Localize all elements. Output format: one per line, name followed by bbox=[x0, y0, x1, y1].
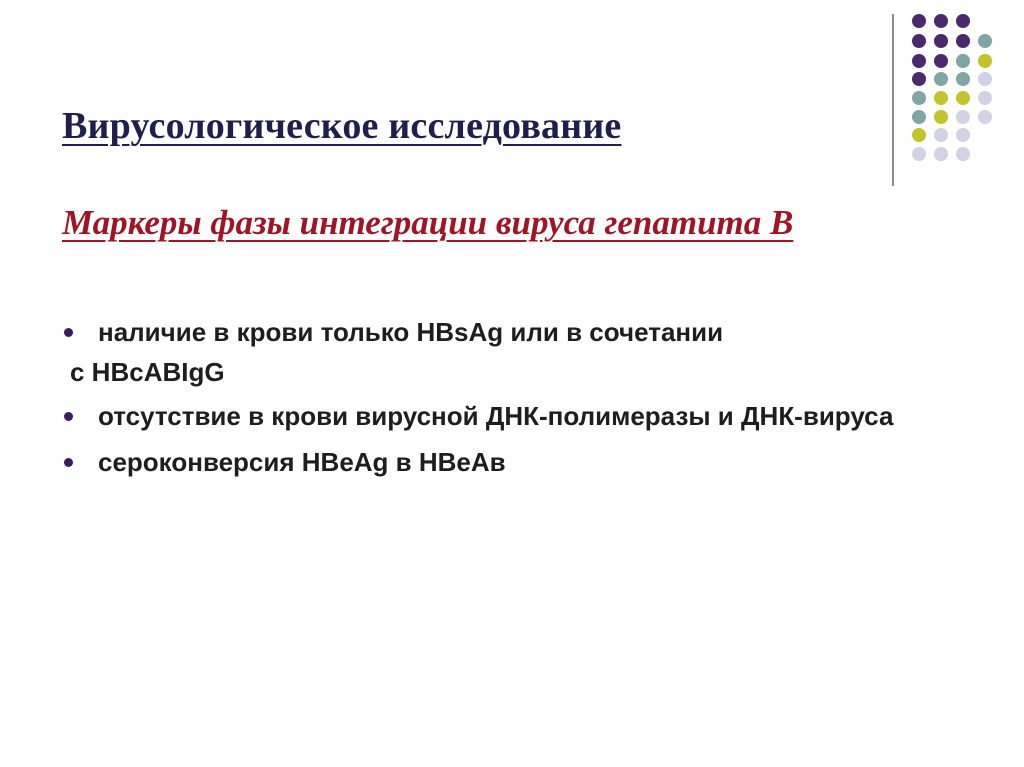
vertical-divider bbox=[892, 14, 894, 186]
bullet-item bbox=[62, 314, 962, 350]
bullet-item bbox=[62, 444, 962, 480]
decorative-dot bbox=[934, 72, 948, 86]
decorative-dot bbox=[978, 91, 992, 105]
bullet-dot-icon bbox=[64, 328, 73, 337]
decorative-dot bbox=[956, 128, 970, 142]
decorative-dot bbox=[956, 72, 970, 86]
decorative-dot bbox=[978, 54, 992, 68]
decorative-dot bbox=[912, 14, 926, 28]
bullet-text: сероконверсия HBeAg в HBeAв bbox=[98, 447, 506, 477]
bullet-item bbox=[62, 398, 962, 434]
decorative-dot bbox=[978, 34, 992, 48]
decorative-dot bbox=[912, 147, 926, 161]
decorative-dot bbox=[934, 54, 948, 68]
decorative-dot bbox=[912, 110, 926, 124]
decorative-dot bbox=[934, 128, 948, 142]
bullet-list bbox=[62, 314, 962, 480]
decorative-dot bbox=[934, 34, 948, 48]
decorative-dot bbox=[934, 14, 948, 28]
decorative-dot bbox=[912, 72, 926, 86]
decorative-dot bbox=[956, 14, 970, 28]
bullet-dot-icon bbox=[64, 412, 73, 421]
dot-grid-decoration bbox=[0, 0, 1024, 200]
decorative-dot bbox=[912, 34, 926, 48]
decorative-dot bbox=[956, 91, 970, 105]
bullet-dot-icon bbox=[64, 458, 73, 467]
decorative-dot bbox=[978, 110, 992, 124]
decorative-dot bbox=[978, 72, 992, 86]
decorative-dot bbox=[956, 147, 970, 161]
decorative-dot bbox=[934, 110, 948, 124]
bullet-text: наличие в крови только HBsAg или в сочетании bbox=[98, 317, 724, 347]
bullet-continuation: с HBcABIgG bbox=[70, 357, 225, 387]
decorative-dot bbox=[956, 110, 970, 124]
decorative-dot bbox=[912, 91, 926, 105]
decorative-dot bbox=[912, 128, 926, 142]
slide-title: Вирусологическое исследование bbox=[62, 105, 622, 147]
decorative-dot bbox=[956, 54, 970, 68]
decorative-dot bbox=[934, 91, 948, 105]
decorative-dot bbox=[912, 54, 926, 68]
bullet-text: отсутствие в крови вирусной ДНК-полимеразы и ДНК-вируса bbox=[98, 401, 894, 431]
decorative-dot bbox=[934, 147, 948, 161]
decorative-dot bbox=[956, 34, 970, 48]
slide-subtitle: Маркеры фазы интеграции вируса гепатита В bbox=[62, 203, 794, 242]
